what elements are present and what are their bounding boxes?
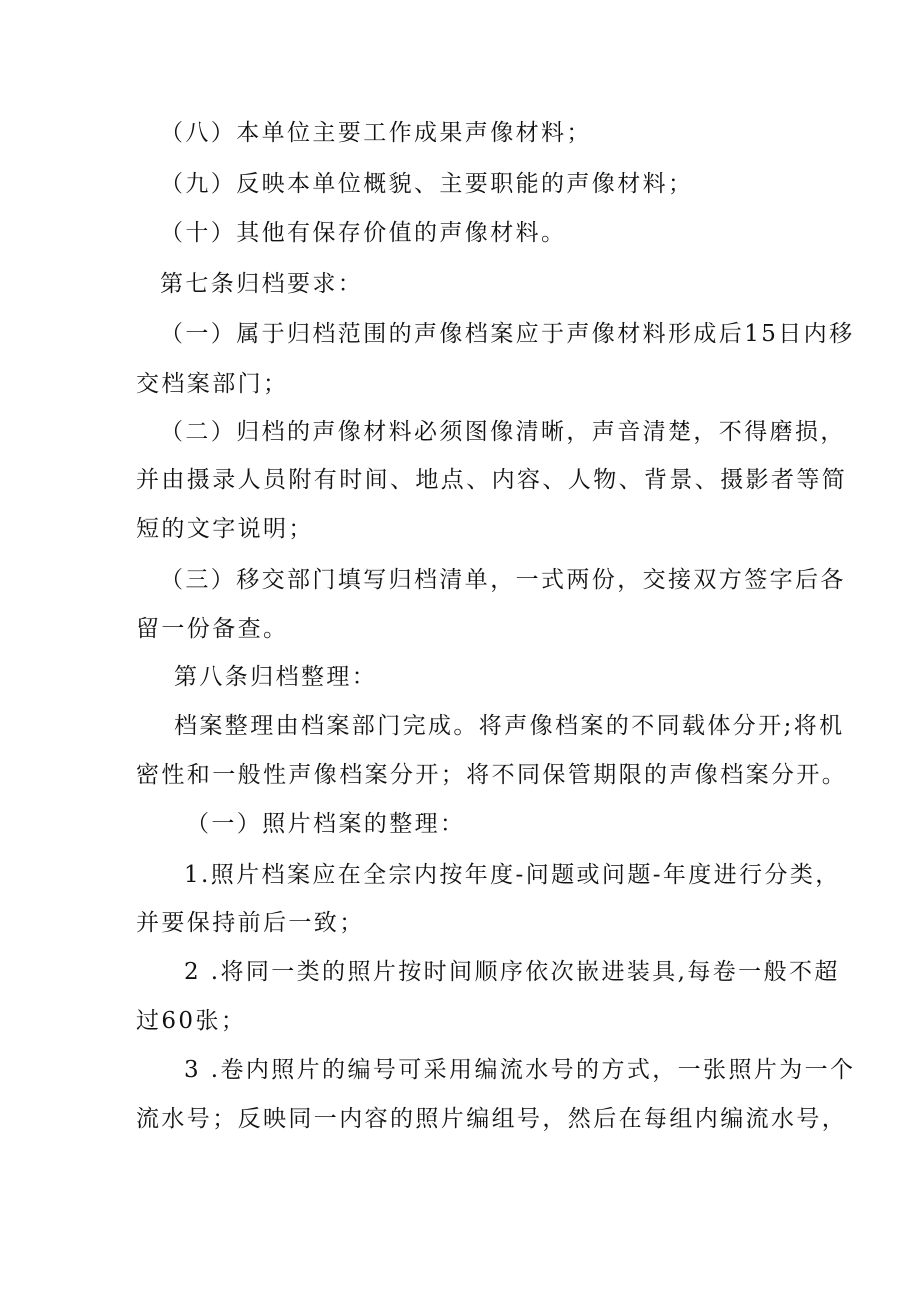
text-line: 2 .将同一类的照片按时间顺序依次嵌进装具,每卷一般不超 <box>184 959 840 985</box>
text-line: （十）其他有保存价值的声像材料。 <box>160 220 567 246</box>
text-line: 并要保持前后一致； <box>136 910 365 936</box>
section-heading: 第七条归档要求： <box>160 271 364 297</box>
text-line: （八）本单位主要工作成果声像材料； <box>160 120 592 146</box>
text-line: 并由摄录人员附有时间、地点、内容、人物、背景、摄影者等简 <box>136 467 848 493</box>
text-line: 1.照片档案应在全宗内按年度-问题或问题-年度进行分类， <box>184 862 841 888</box>
text-line: （三）移交部门填写归档清单，一式两份，交接双方签字后各 <box>160 567 846 593</box>
text-line: （二）归档的声像材料必须图像清晰，声音清楚，不得磨损， <box>160 419 846 445</box>
text-line: 3 .卷内照片的编号可采用编流水号的方式，一张照片为一个 <box>184 1057 856 1083</box>
text-line: （九）反映本单位概貌、主要职能的声像材料； <box>160 171 694 197</box>
text-line: （一）属于归档范围的声像档案应于声像材料形成后15日内移 <box>160 321 855 347</box>
text-line: 流水号；反映同一内容的照片编组号，然后在每组内编流水号， <box>136 1106 848 1132</box>
text-line: 档案整理由档案部门完成。将声像档案的不同载体分开;将机 <box>174 713 845 739</box>
text-line: 过60张； <box>136 1008 247 1034</box>
text-line: 密性和一般性声像档案分开；将不同保管期限的声像档案分开。 <box>136 762 848 788</box>
text-line: 留一份备查。 <box>136 616 289 642</box>
text-line: 交档案部门； <box>136 371 289 397</box>
section-heading: 第八条归档整理： <box>174 664 378 690</box>
text-line: 短的文字说明； <box>136 516 314 542</box>
subsection-heading: （一）照片档案的整理： <box>186 811 466 837</box>
